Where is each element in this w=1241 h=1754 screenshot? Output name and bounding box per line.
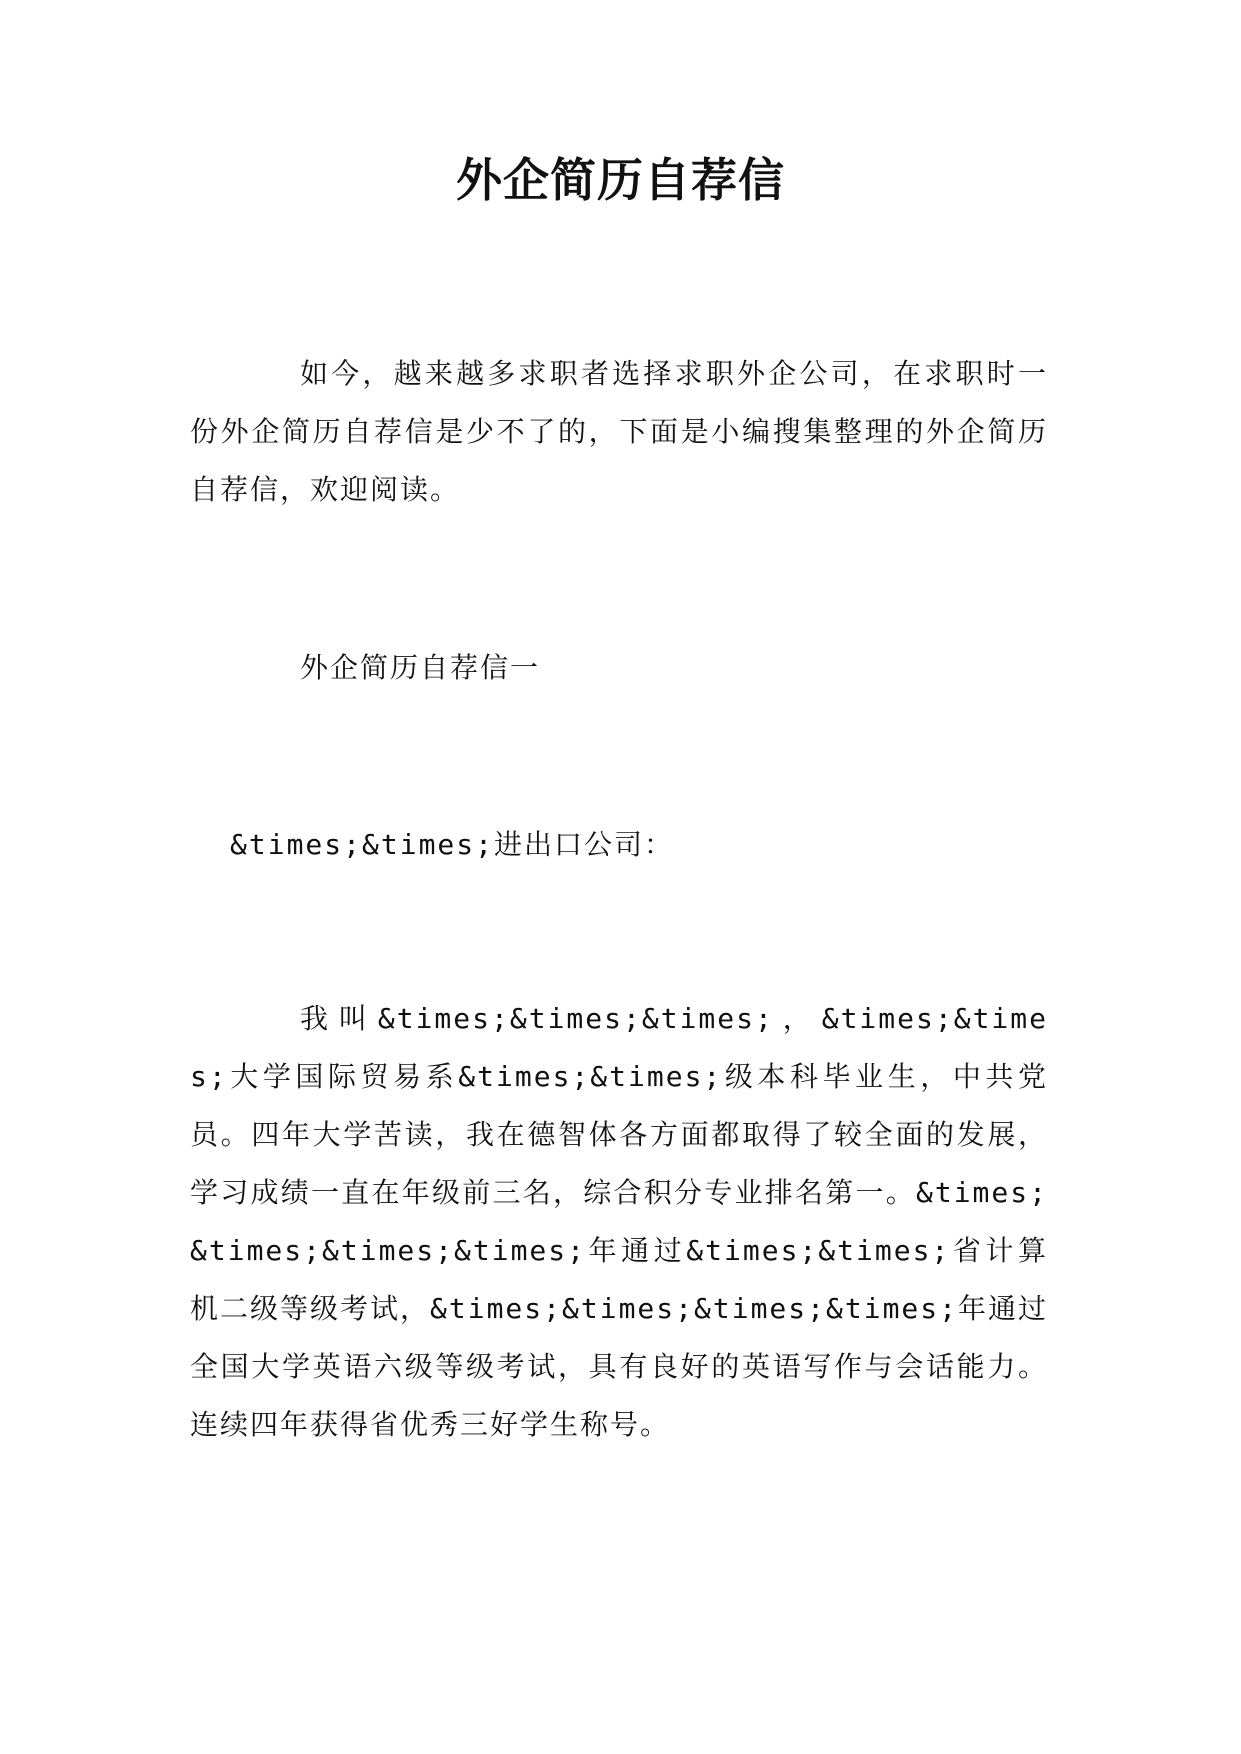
body-paragraph: 我叫&times;&times;&times;，&times;&times;大学国际贸易系&times;&times;级本科毕业生，中共党员。四年大学苦读，我在德智体各方面都取得了较全面的发展，学习成绩一直在年级前三名，综合积分专业排名第一。&times;&times;&times;&times;年通过&times;&times;省计算机二级等级考试，&times;&times;&times;&times;年通过全国大学英语六级等级考试，具有良好的英语写作与会话能力。连续四年获得省优秀三好学生称号。 [190, 1002, 1049, 1441]
intro-paragraph: 如今，越来越多求职者选择求职外企公司，在求职时一份外企简历自荐信是少不了的，下面是小编搜集整理的外企简历自荐信，欢迎阅读。 [190, 357, 1048, 506]
salutation: &times;&times;进出口公司： [230, 828, 675, 861]
letter-subtitle: 外企简历自荐信一 [300, 651, 541, 684]
document-title: 外企简历自荐信 [456, 153, 785, 207]
